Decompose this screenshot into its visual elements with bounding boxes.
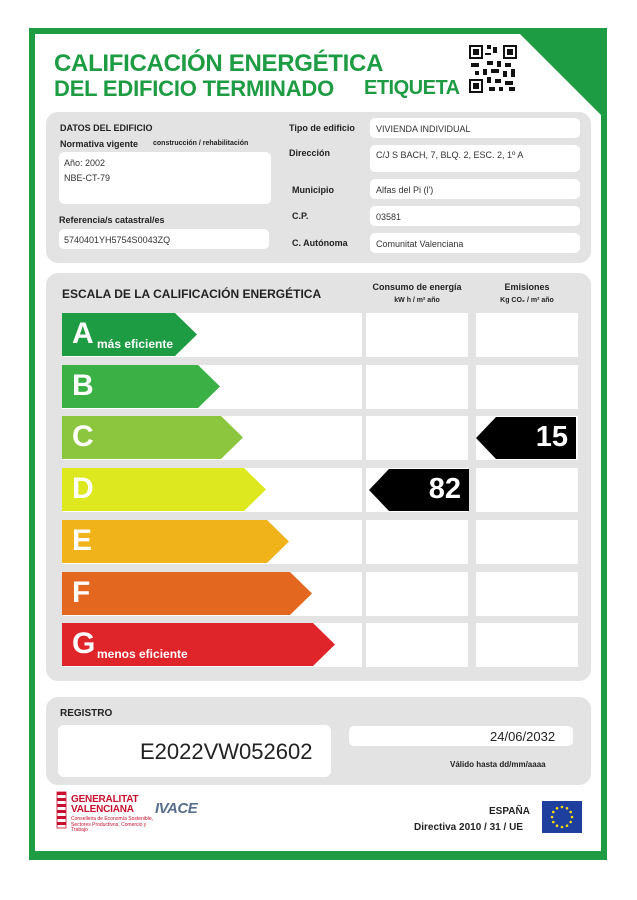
consumo-header: Consumo de energía bbox=[372, 282, 462, 292]
consumo-rating-value: 82 bbox=[428, 473, 461, 505]
consumo-unit: kW h / m² año bbox=[394, 297, 440, 304]
title-line-1: CALIFICACIÓN ENERGÉTICA bbox=[54, 50, 384, 77]
consumo-cell-c bbox=[366, 416, 468, 460]
energy-class-a-caption: más eficiente bbox=[97, 337, 174, 351]
consumo-cell-b bbox=[366, 365, 468, 409]
registro-label: REGISTRO bbox=[60, 708, 113, 719]
generalitat-name-line2: VALENCIANA bbox=[71, 804, 134, 815]
energy-class-c-letter: C bbox=[72, 420, 94, 453]
energy-class-g-caption: menos eficiente bbox=[97, 647, 188, 661]
emisiones-header: Emisiones bbox=[504, 282, 550, 292]
energy-class-a-letter: A bbox=[72, 317, 94, 350]
eu-flag-icon bbox=[542, 801, 582, 833]
ivace-logo: IVACE bbox=[155, 800, 198, 817]
energy-class-f-bar bbox=[62, 572, 312, 615]
energy-class-e-letter: E bbox=[72, 524, 93, 557]
etiqueta-label: ETIQUETA bbox=[364, 77, 460, 99]
direccion-label: Dirección bbox=[289, 148, 331, 158]
emisiones-rating-value: 15 bbox=[535, 421, 568, 453]
consumo-cell-g bbox=[366, 623, 468, 667]
cp-box bbox=[370, 206, 580, 226]
tipo-value: VIVIENDA INDIVIDUAL bbox=[376, 124, 471, 134]
generalitat-name bbox=[71, 795, 138, 815]
cp-value: 03581 bbox=[376, 212, 402, 222]
consumo-cell-f bbox=[366, 572, 468, 616]
emisiones-cell-d bbox=[476, 468, 578, 512]
year-value: Año: 2002 bbox=[64, 158, 106, 168]
consumo-cell-a bbox=[366, 313, 468, 357]
directive-label: Directiva 2010 / 31 / UE bbox=[414, 822, 523, 833]
tipo-label: Tipo de edificio bbox=[289, 123, 355, 133]
valid-date: 24/06/2032 bbox=[490, 729, 556, 744]
country-label: ESPAÑA bbox=[489, 806, 530, 817]
municipio-label: Municipio bbox=[292, 185, 334, 195]
emisiones-cell-b bbox=[476, 365, 578, 409]
energy-class-g-letter: G bbox=[72, 627, 96, 660]
autonoma-value: Comunitat Valenciana bbox=[376, 239, 464, 249]
generalitat-subtitle: Conselleria de Economía Sostenible, Sectores Productivos, Comercio y Trabajo bbox=[71, 816, 153, 833]
qr-code-icon bbox=[469, 45, 517, 93]
emisiones-cell-e bbox=[476, 520, 578, 564]
energy-class-e-bar bbox=[62, 520, 289, 563]
generalitat-name-line1: GENERALITAT bbox=[71, 794, 139, 805]
cp-label: C.P. bbox=[292, 211, 309, 221]
energy-class-d-letter: D bbox=[72, 472, 94, 505]
energy-class-b-letter: B bbox=[72, 369, 94, 402]
emisiones-cell-f bbox=[476, 572, 578, 616]
scale-title: ESCALA DE LA CALIFICACIÓN ENERGÉTICA bbox=[62, 287, 322, 301]
normativa-label: Normativa vigente bbox=[60, 139, 139, 149]
title-line-2: DEL EDIFICIO TERMINADO bbox=[54, 76, 334, 101]
normativa-value: NBE-CT-79 bbox=[64, 173, 111, 183]
emisiones-unit: Kg CO₂ / m² año bbox=[500, 297, 554, 304]
registro-number: E2022VW052602 bbox=[140, 739, 313, 764]
normativa-sub-label: construcción / rehabilitación bbox=[153, 140, 249, 147]
consumo-cell-e bbox=[366, 520, 468, 564]
energy-class-f-letter: F bbox=[72, 576, 91, 609]
municipio-value: Alfas del Pi (l') bbox=[376, 185, 434, 195]
emisiones-cell-a bbox=[476, 313, 578, 357]
building-section-title: DATOS DEL EDIFICIO bbox=[60, 123, 153, 133]
corner-fold bbox=[520, 34, 602, 116]
direccion-value: C/J S BACH, 7, BLQ. 2, ESC. 2, 1º A bbox=[376, 150, 524, 160]
autonoma-label: C. Autónoma bbox=[292, 238, 348, 248]
referencia-label: Referencia/s catastral/es bbox=[59, 215, 165, 225]
emisiones-cell-g bbox=[476, 623, 578, 667]
referencia-value: 5740401YH5754S0043ZQ bbox=[64, 235, 171, 245]
valid-label: Válido hasta dd/mm/aaaa bbox=[450, 760, 546, 769]
